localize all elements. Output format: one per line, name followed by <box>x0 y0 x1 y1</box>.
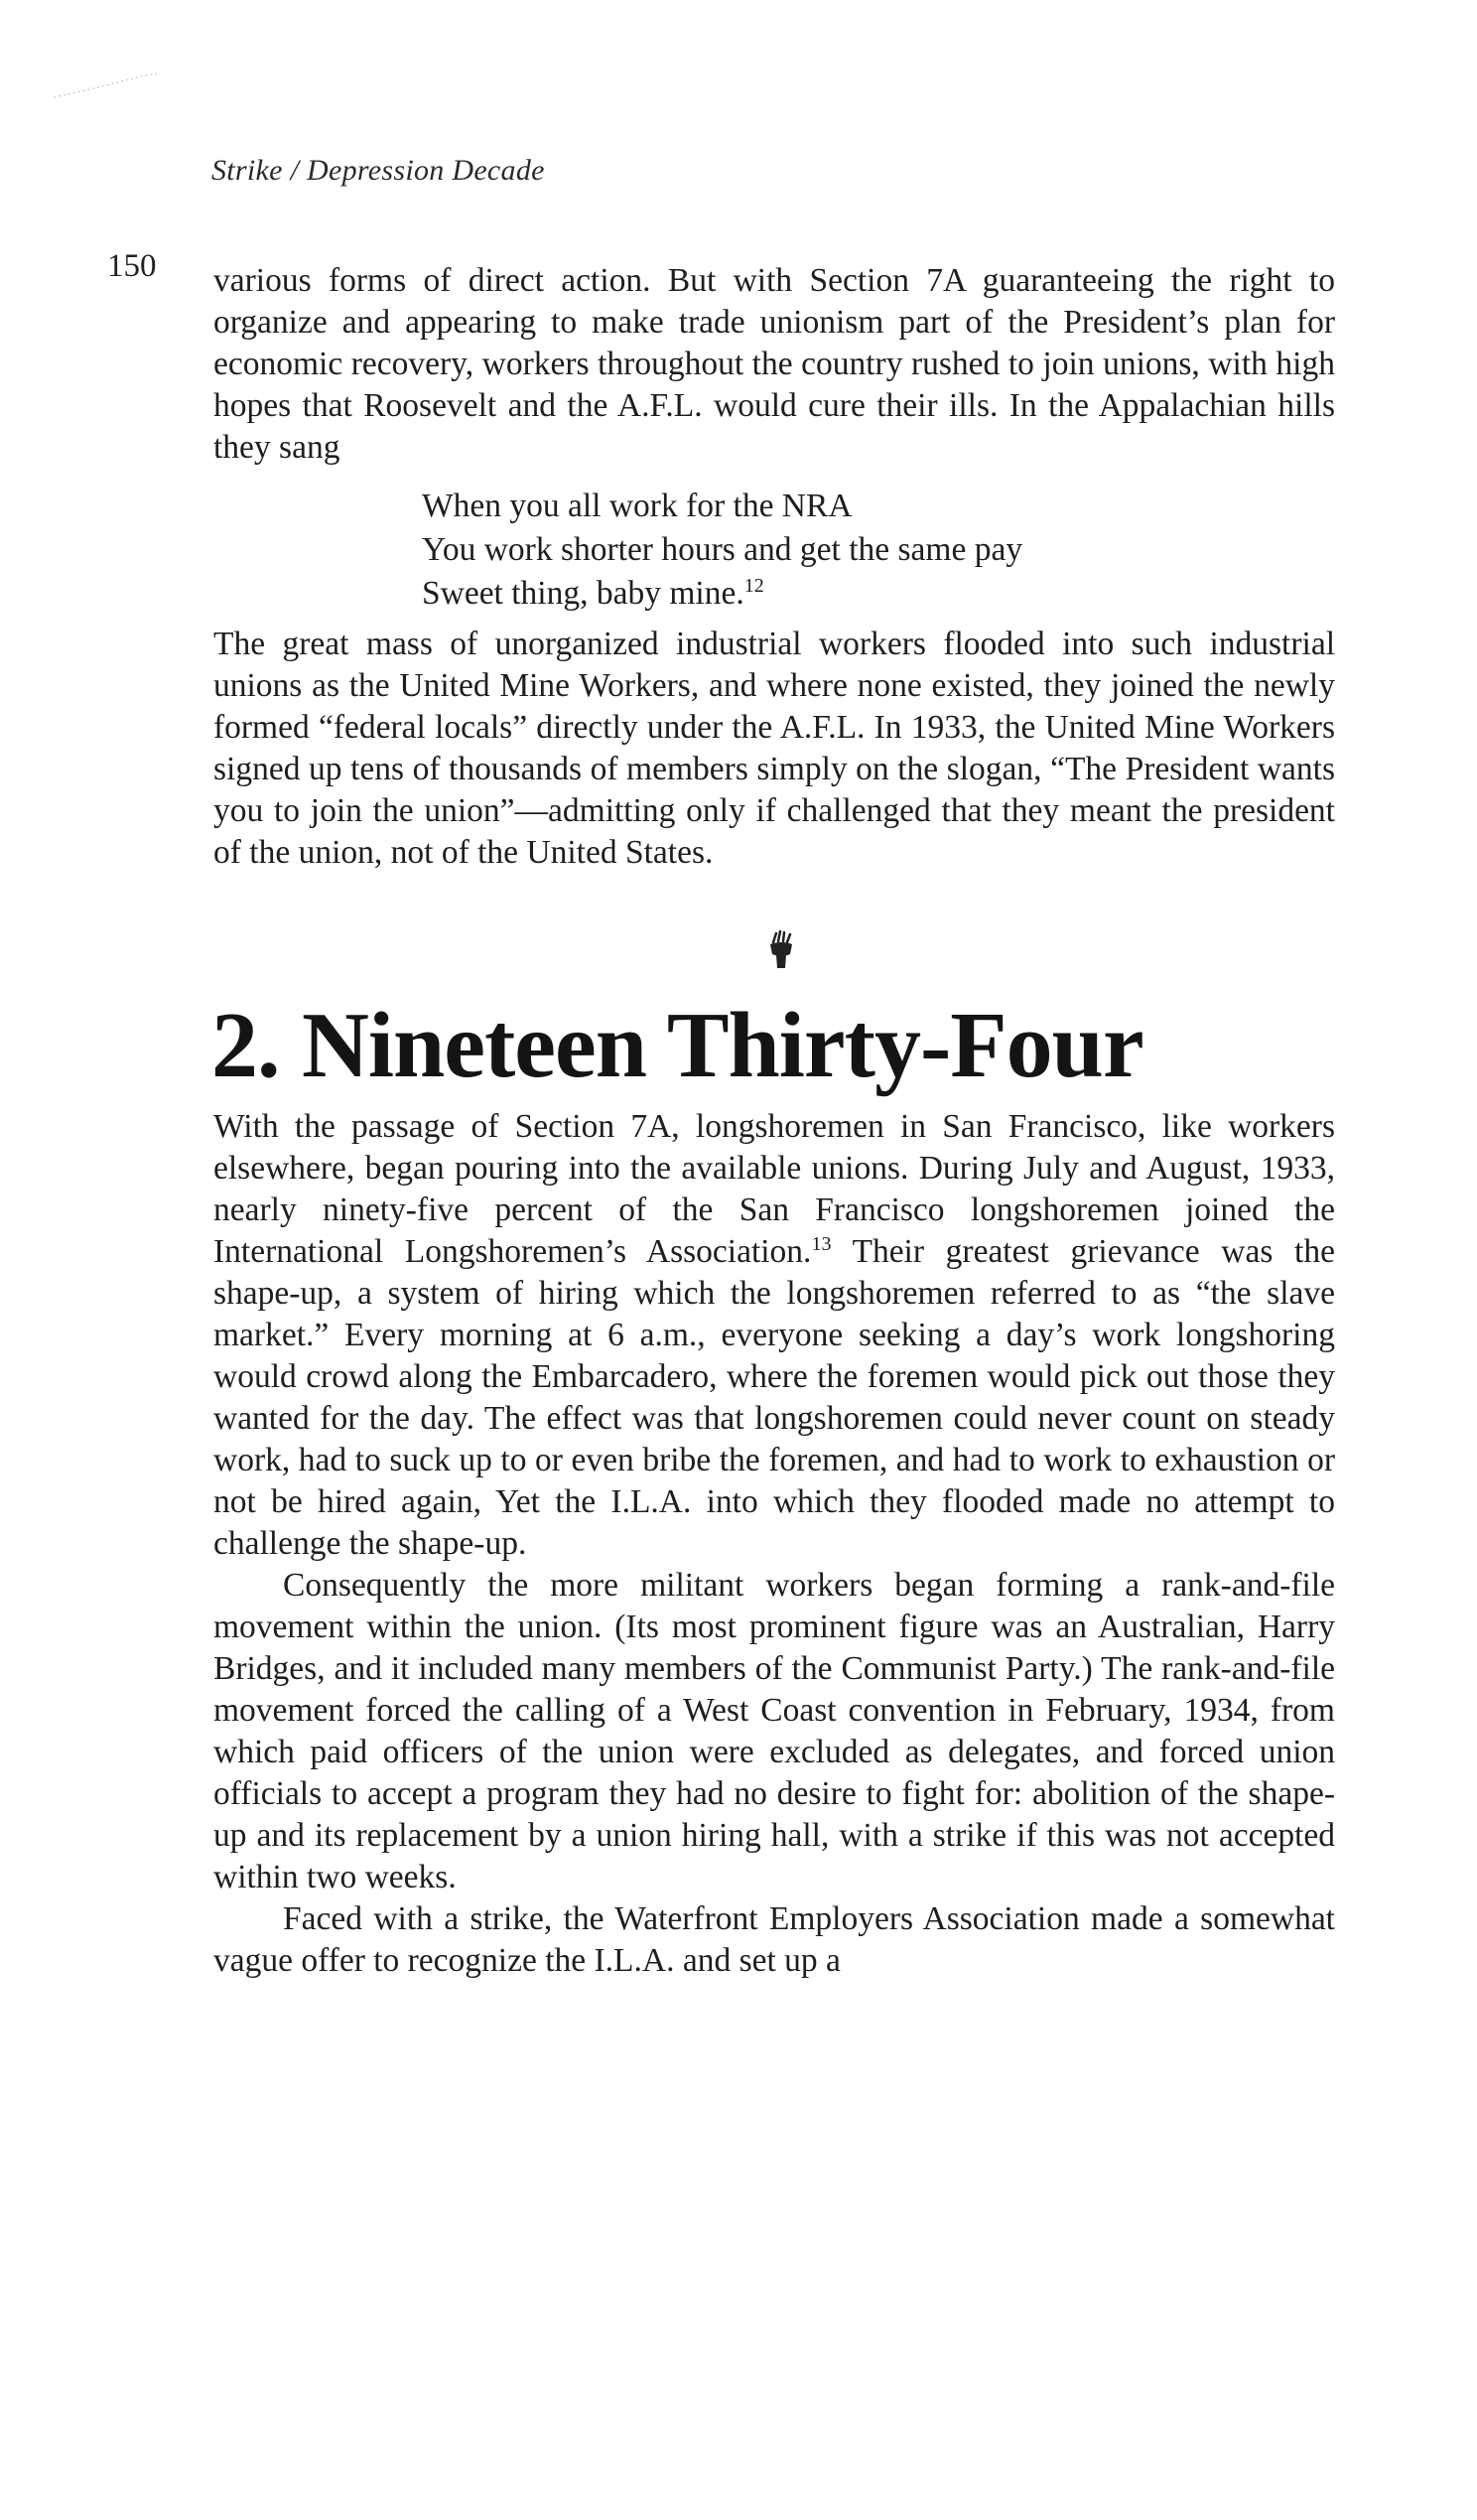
opening-text <box>213 260 1335 469</box>
scan-mark <box>52 71 161 101</box>
paragraph: Faced with a strike, the Waterfront Employers Association made a somewhat vague offer to recognize the I.L.A. and set up a <box>213 1900 1335 1979</box>
chapter-title: 2. Nineteen Thirty-Four <box>211 994 1143 1097</box>
paragraph: various forms of direct action. But with Section 7A guaranteeing the right to organize and appearing to make trade unionism part of the President’s plan for economic recovery, workers throughout the country rushed to join unions, with high hopes that Roosevelt and the A.F.L. would cure their ills. In the Appalachian hills they sang <box>213 262 1335 466</box>
paragraph: The great mass of unorganized industrial workers flooded into such industrial unions as the United Mine Workers, and where none existed, they joined the newly formed “federal locals” directly under the A.F.L. In 1933, the United Mine Workers signed up tens of thousands of members simply on the slogan, “The President wants you to join the union”—admitting only if challenged that they meant the president of the union, not of the United States. <box>213 626 1335 871</box>
text-block-2 <box>213 624 1335 874</box>
paragraph <box>213 1106 1335 1565</box>
verse-line <box>422 572 1022 616</box>
song-verse <box>422 485 1022 616</box>
paragraph-text: Their greatest grievance was the shape-up, a system of hiring which the longshoremen referred to as “the slave market.” Every morning at 6 a.m., everyone seeking a day’s work longshoring would crowd along the Embarcadero, where the foremen would pick out those they wanted for the day. The effect was that longshoremen could never count on steady work, had to suck up to or even bribe the foremen, and had to work to exhaustion or not be hired again, Yet the I.L.A. into which they flooded made no attempt to challenge the shape-up. <box>213 1233 1335 1562</box>
footnote-marker: 12 <box>743 574 764 597</box>
verse-line: When you all work for the NRA <box>422 488 853 524</box>
page-number: 150 <box>107 248 157 284</box>
verse-line: You work shorter hours and get the same pay <box>422 531 1023 568</box>
chapter-text <box>213 1106 1335 1982</box>
paragraph-text: With the passage of Section 7A, longshoremen in San Francisco, like workers elsewhere, began pouring into the available unions. During July and August, 1933, nearly ninety-five percent of the San Francisco longshoremen joined the International Longshoremen’s Association. <box>213 1108 1335 1270</box>
paragraph: Consequently the more militant workers began forming a rank-and-file movement within the union. (Its most prominent figure was an Australian, Harry Bridges, and it included many members of the Communist Party.) The rank-and-file movement forced the calling of a West Coast convention in February, 1934, from which paid officers of the union were excluded as delegates, and forced union officials to accept a program they had no desire to fight for: abolition of the shape-up and its replacement by a union hiring hall, with a strike if this was not accepted within two weeks. <box>213 1567 1335 1895</box>
running-header: Strike / Depression Decade <box>211 154 545 187</box>
verse-line-text: Sweet thing, baby mine. <box>422 575 744 612</box>
fist-ornament-icon <box>766 930 796 970</box>
footnote-marker: 13 <box>811 1232 832 1255</box>
